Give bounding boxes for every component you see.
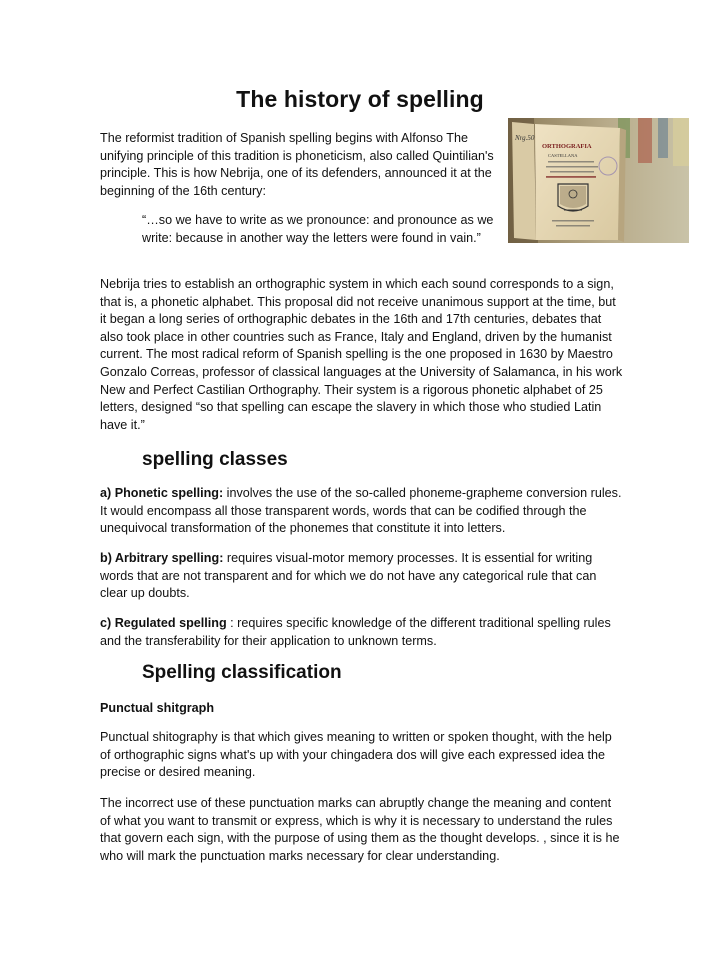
punctual-paragraph-2: The incorrect use of these punctuation marks can abruptly change the meaning and content of what you want to transmit or express, which is why it is necessary to understand the rules that govern each sign, with the purpose of using them as the thought develops. , since it is he who will mark the punctuation marks necessary for clear understanding.: [100, 796, 620, 863]
book-photo: [508, 118, 689, 243]
regulated-spelling-item: [100, 615, 625, 650]
page-title: The history of spelling: [236, 86, 484, 112]
nebrija-quote: “…so we have to write as we pronounce: and pronounce as we write: because in another way the letters were found in vain.”: [142, 213, 494, 245]
arbitrary-spelling-text: requires visual-motor memory processes. It is essential for writing words that are not transparent and for which we do not have any categorical rule that can clear up doubts.: [100, 551, 597, 601]
spelling-classes-heading: spelling classes: [142, 449, 288, 470]
phonetic-spelling-text: involves the use of the so-called phoneme-grapheme conversion rules. It would encompass all those transparent words, words that can be codified through the unequivocal transformation of the phonemes that constitute it into letters.: [100, 486, 622, 536]
book-subtitle-text: CASTELLANA: [548, 153, 578, 158]
regulated-spelling-text: : requires specific knowledge of the different traditional spelling rules and the transferability for their application to unknown terms.: [100, 616, 611, 648]
intro-paragraph: The reformist tradition of Spanish spelling begins with Alfonso The unifying principle of this tradition is phoneticism, also called Quintilian's principle. This is how Nebrija, one of its defenders, announced it at the beginning of the 16th century:: [100, 131, 494, 198]
regulated-spelling-term: c) Regulated spelling: [100, 616, 227, 630]
nebrija-paragraph: Nebrija tries to establish an orthographic system in which each sound corresponds to a sign, that is, a phonetic alphabet. This proposal did not receive unanimous support at the time, but it began a long series of orthographic debates in the 16th and 17th centuries, debates that also took place in other countries such as France, Italy and England, driven by the humanist current. The most radical reform of Spanish spelling is the one proposed in 1630 by Maestro Gonzalo Correas, professor of classical languages at the University of Salamanca, in his work New and Perfect Castilian Orthography. Their system is a rigorous phonetic alphabet of 25 letters, designed “so that spelling can escape the slavery in which those who studied Latin have it.”: [100, 277, 623, 432]
phonetic-spelling-item: [100, 485, 625, 538]
arbitrary-spelling-term: b) Arbitrary spelling:: [100, 551, 224, 565]
punctual-subheading: Punctual shitgraph: [100, 701, 215, 715]
margin-note: Nrg.50: [515, 134, 535, 142]
book-title-text: ORTHOGRAFIA: [542, 143, 592, 150]
phonetic-spelling-term: a) Phonetic spelling:: [100, 486, 224, 500]
punctual-paragraph-1: Punctual shitography is that which gives meaning to written or spoken thought, with the help of orthographic signs what's up with your chingadera dos will give each expressed idea the precise or desired meaning.: [100, 730, 612, 780]
spelling-classification-heading: Spelling classification: [142, 662, 342, 683]
arbitrary-spelling-item: [100, 550, 625, 603]
